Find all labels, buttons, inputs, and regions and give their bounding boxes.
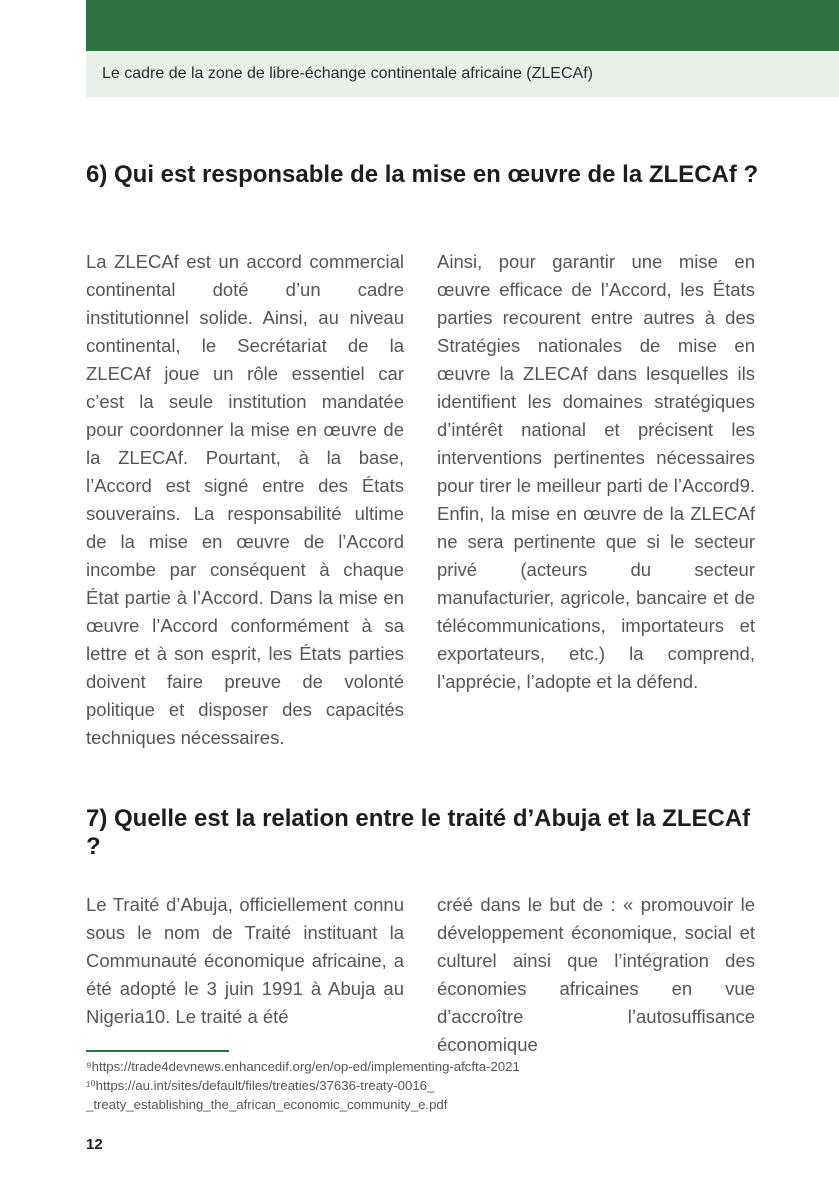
section-7-heading: 7) Quelle est la relation entre le traité d’Abuja et la ZLECAf ?	[86, 805, 751, 860]
running-header-title: Le cadre de la zone de libre-échange continentale africaine (ZLECAf)	[102, 65, 593, 82]
section-6-heading: 6) Qui est responsable de la mise en œuvre de la ZLECAf ?	[86, 161, 759, 188]
section-6-left-column: La ZLECAf est un accord commercial continental doté d’un cadre institutionnel solide. Ainsi, au niveau continental, le Secrétariat de la ZLECAf joue un rôle essentiel car c’est la seule institution mandatée pour coordonner la mise en œuvre de la ZLECAf. Pourtant, à la base, l’Accord est signé entre des États souverains. La responsabilité ultime de la mise en œuvre de l’Accord incombe par conséquent à chaque État partie à l’Accord. Dans la mise en œuvre l’Accord conformément à sa lettre et à son esprit, les États parties doivent faire preuve de volonté politique et disposer des capacités techniques nécessaires.	[86, 251, 404, 748]
section-7-left-column: Le Traité d’Abuja, officiellement connu sous le nom de Traité instituant la Communauté économique africaine, a été adopté le 3 juin 1991 à Abuja au Nigeria10. Le traité a été	[86, 894, 404, 1027]
footnote-9: ⁹https://trade4devnews.enhancedif.org/en/op-ed/implementing-afcfta-2021	[86, 1059, 520, 1074]
footnote-10: ¹⁰https://au.int/sites/default/files/treaties/37636-treaty-0016_ _treaty_establishing_the_african_economic_community_e.pdf	[86, 1078, 450, 1112]
header-color-band	[86, 0, 839, 51]
footnote-separator	[86, 1050, 229, 1052]
section-7-right-column: créé dans le but de : « promouvoir le développement économique, social et culturel ainsi que l’intégration des économies africaines en vue d’accroître l’autosuffisance économique	[437, 894, 755, 1055]
running-header	[86, 51, 839, 97]
page-number: 12	[86, 1136, 103, 1153]
section-6-right-column: Ainsi, pour garantir une mise en œuvre efficace de l’Accord, les États parties recourent entre autres à des Stratégies nationales de mise en œuvre la ZLECAf dans lesquelles ils identifient les domaines stratégiques d’intérêt national et précisent les interventions pertinentes nécessaires pour tirer le meilleur parti de l’Accord9. Enfin, la mise en œuvre de la ZLECAf ne sera pertinente que si le secteur privé (acteurs du secteur manufacturier, agricole, bancaire et de télécommunications, importateurs et exportateurs, etc.) la comprend, l’apprécie, l’adopte et la défend.	[437, 251, 755, 692]
